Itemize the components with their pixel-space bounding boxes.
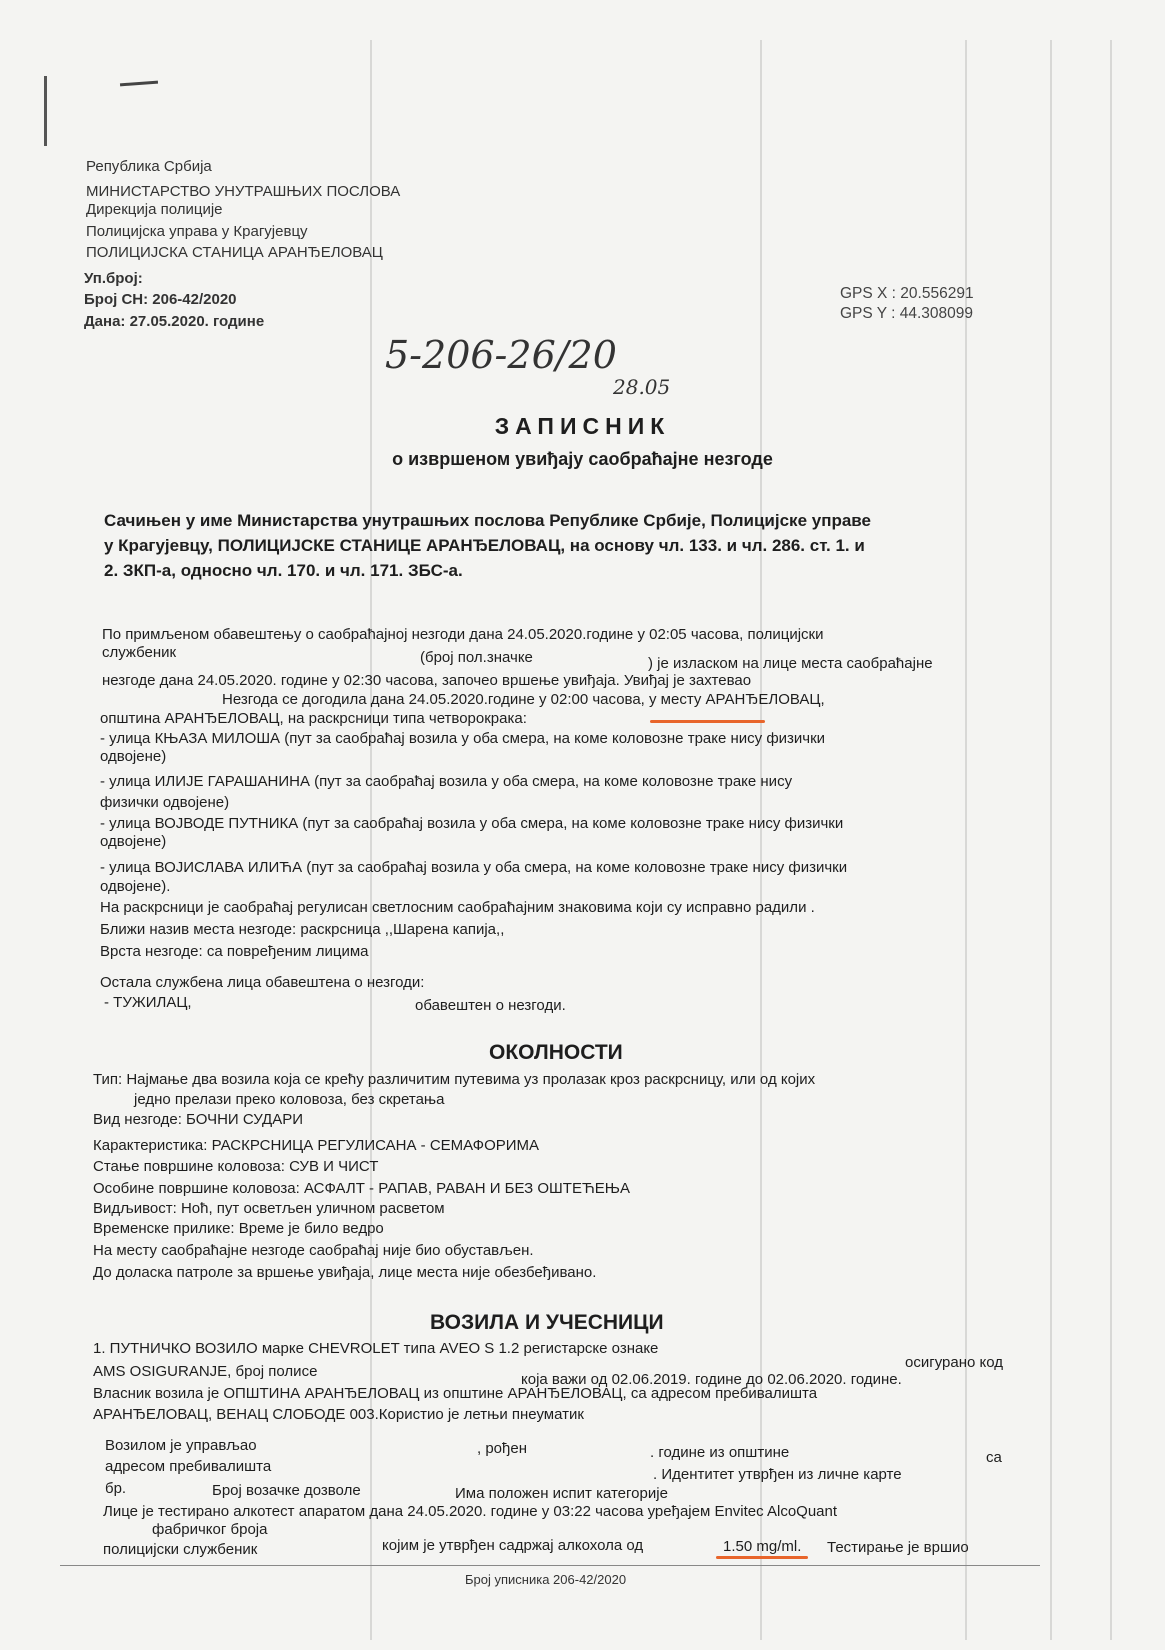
handwritten-case-number: 5-206-26/20	[385, 333, 617, 377]
okolnosti-surface-state: Стање површине коловоза: СУВ И ЧИСТ	[93, 1158, 379, 1175]
header-police-admin: Полицијска управа у Крагујевцу	[86, 223, 308, 240]
driver-license-category: Има положен испит категорије	[455, 1485, 668, 1502]
street-2b: физички одвојене)	[100, 794, 230, 811]
street-3a: - улица ВОЈВОДЕ ПУТНИКА (пут за саобраћај возила у оба смера, на коме коловозне траке нису физички	[100, 815, 844, 832]
scan-streak	[1050, 40, 1052, 1640]
body-line-2a: службеник	[102, 644, 177, 661]
scan-mark	[44, 76, 47, 146]
accident-kind: Врста незгоде: са повређеним лицима	[100, 943, 369, 960]
body-line-4: Незгода се догодила дана 24.05.2020.године у 02:00 часова, у месту АРАНЂЕЛОВАЦ,	[222, 691, 825, 708]
intro-line-3: 2. ЗКП-а, односно чл. 170. и чл. 171. ЗБС-а.	[104, 561, 463, 580]
street-2a: - улица ИЛИЈЕ ГАРАШАНИНА (пут за саобраћај возила у оба смера, на коме коловозне траке нису	[100, 773, 793, 790]
alcohol-device-serial: фабричког броја	[152, 1521, 268, 1538]
body-line-3: незгоде дана 24.05.2020. године у 02:30 часова, започео вршење увиђаја. Увиђај је захтевао	[102, 672, 752, 689]
header-republic: Република Србија	[86, 158, 212, 175]
okolnosti-collision: Вид незгоде: БОЧНИ СУДАРИ	[93, 1111, 303, 1128]
body-line-5: општина АРАНЂЕЛОВАЦ, на раскрсници типа четворокрака:	[100, 710, 527, 727]
document-title: ЗАПИСНИК	[494, 413, 671, 439]
section-okolnosti-heading: ОКОЛНОСТИ	[489, 1041, 623, 1064]
body-line-2b: (број пол.значке	[420, 649, 533, 666]
highlight-alcohol-underline	[716, 1556, 808, 1559]
intro-line-2: у Крагујевцу, ПОЛИЦИЈСКЕ СТАНИЦЕ АРАНЂЕЛОВАЦ, на основу чл. 133. и чл. 286. ст. 1. и	[104, 536, 865, 555]
intro-line-1: Сачињен у име Министарства унутрашњих послова Републике Србије, Полицијске управе	[104, 511, 871, 530]
alcohol-result-value: 1.50 mg/ml.	[723, 1538, 802, 1555]
header-broj-sn: Број СН: 206-42/2020	[84, 291, 237, 308]
gps-y: GPS Y : 44.308099	[840, 305, 974, 322]
okolnosti-surface-props: Особине површине коловоза: АСФАЛТ - РАПАВ, РАВАН И БЕЗ ОШТЕЋЕЊА	[93, 1180, 630, 1197]
header-up-broj: Уп.број:	[84, 270, 143, 287]
driver-label: Возилом је управљао	[105, 1437, 257, 1454]
handwritten-date: 28.05	[613, 375, 671, 399]
alcohol-test-line: Лице је тестирано алкотест апаратом дана 24.05.2020. године у 03:22 часова уређајем Envitec AlcoQuant	[103, 1503, 838, 1520]
header-directorate: Дирекција полиције	[86, 201, 223, 218]
alcohol-result-label: којим је утврђен садржај алкохола од	[382, 1537, 644, 1554]
street-3b: одвојене)	[100, 833, 167, 850]
notified-prosecutor: - ТУЖИЛАЦ,	[104, 994, 192, 1011]
driver-municipality: . године из општине	[650, 1444, 790, 1461]
okolnosti-traffic: На месту саобраћајне незгоде саобраћај није био обустављен.	[93, 1242, 534, 1259]
okolnosti-characteristic: Карактеристика: РАСКРСНИЦА РЕГУЛИСАНА - СЕМАФОРИМА	[93, 1137, 540, 1154]
driver-id-no: бр.	[105, 1480, 127, 1497]
document-subtitle: о извршеном увиђају саобраћајне незгоде	[392, 449, 773, 469]
okolnosti-weather: Временске прилике: Време је било ведро	[93, 1220, 384, 1237]
body-line-2c: ) је изласком на лице места саобраћајне	[648, 655, 933, 672]
vehicle-line-1a: 1. ПУТНИЧКО ВОЗИЛО марке CHEVROLET типа AVEO S 1.2 регистарске ознаке	[93, 1340, 659, 1357]
vehicle-line-2a: AMS OSIGURANJE, број полисе	[93, 1363, 318, 1380]
okolnosti-scene: До доласка патроле за вршење увиђаја, лице места није обезбеђивано.	[93, 1264, 597, 1281]
location-name: Ближи назив места незгоде: раскрсница ,,Шарена капија,,	[100, 921, 505, 938]
driver-license-label: Број возачке дозволе	[212, 1482, 361, 1499]
footer-register-number: Број уписника 206-42/2020	[465, 1572, 627, 1587]
scan-mark	[120, 81, 158, 87]
okolnosti-type: Тип: Најмање два возила која се крећу различитим путевима уз пролазак кроз раскрсницу, или од којих	[93, 1071, 816, 1088]
footer-divider	[60, 1565, 1040, 1566]
header-date: Дана: 27.05.2020. године	[84, 313, 265, 330]
vehicle-owner: Власник возила је ОПШТИНА АРАНЂЕЛОВАЦ из општине АРАНЂЕЛОВАЦ, са адресом пребивалишта	[93, 1385, 818, 1402]
gps-x: GPS X : 20.556291	[840, 285, 974, 302]
vehicle-line-2b: која важи од 02.06.2019. године до 02.06.2020. године.	[521, 1371, 902, 1388]
okolnosti-type-cont: једно прелази преко коловоза, без скретања	[134, 1091, 445, 1108]
driver-identity: . Идентитет утврђен из личне карте	[653, 1466, 902, 1483]
street-1b: одвојене)	[100, 748, 167, 765]
alcohol-officer-label: полицијски службеник	[103, 1541, 258, 1558]
driver-with: са	[986, 1449, 1002, 1466]
driver-born: , рођен	[477, 1440, 527, 1457]
vehicle-owner-address: АРАНЂЕЛОВАЦ, ВЕНАЦ СЛОБОДЕ 003.Користио је летњи пнеуматик	[93, 1406, 584, 1423]
section-vozila-heading: ВОЗИЛА И УЧЕСНИЦИ	[430, 1311, 664, 1334]
vehicle-line-1b: осигурано код	[905, 1354, 1003, 1371]
driver-address-label: адресом пребивалишта	[105, 1458, 272, 1475]
scan-streak	[965, 40, 967, 1640]
street-4a: - улица ВОЈИСЛАВА ИЛИЋА (пут за саобраћај возила у оба смера, на коме коловозне траке нису физички	[100, 859, 848, 876]
street-1a: - улица КЊАЗА МИЛОША (пут за саобраћај возила у оба смера, на коме коловозне траке нису физички	[100, 730, 826, 747]
street-4b: одвојене).	[100, 878, 171, 895]
okolnosti-visibility: Видљивост: Ноћ, пут осветљен уличном расветом	[93, 1200, 445, 1217]
regulation-line: На раскрсници је саобраћај регулисан светлосним саобраћајним знаковима који су исправно радили .	[100, 899, 815, 916]
header-ministry: МИНИСТАРСТВО УНУТРАШЊИХ ПОСЛОВА	[86, 183, 401, 200]
alcohol-tested-by: Тестирање је вршио	[827, 1539, 969, 1556]
notified-officials-label: Остала службена лица обавештена о незгоди:	[100, 974, 425, 991]
scan-streak	[1110, 40, 1112, 1640]
body-line-1: По примљеном обавештењу о саобраћајној незгоди дана 24.05.2020.године у 02:05 часова, полицијски	[102, 626, 824, 643]
highlight-time-underline	[650, 720, 765, 723]
header-station: ПОЛИЦИЈСКА СТАНИЦА АРАНЂЕЛОВАЦ	[86, 244, 383, 261]
notified-prosecutor-status: обавештен о незгоди.	[415, 997, 566, 1014]
